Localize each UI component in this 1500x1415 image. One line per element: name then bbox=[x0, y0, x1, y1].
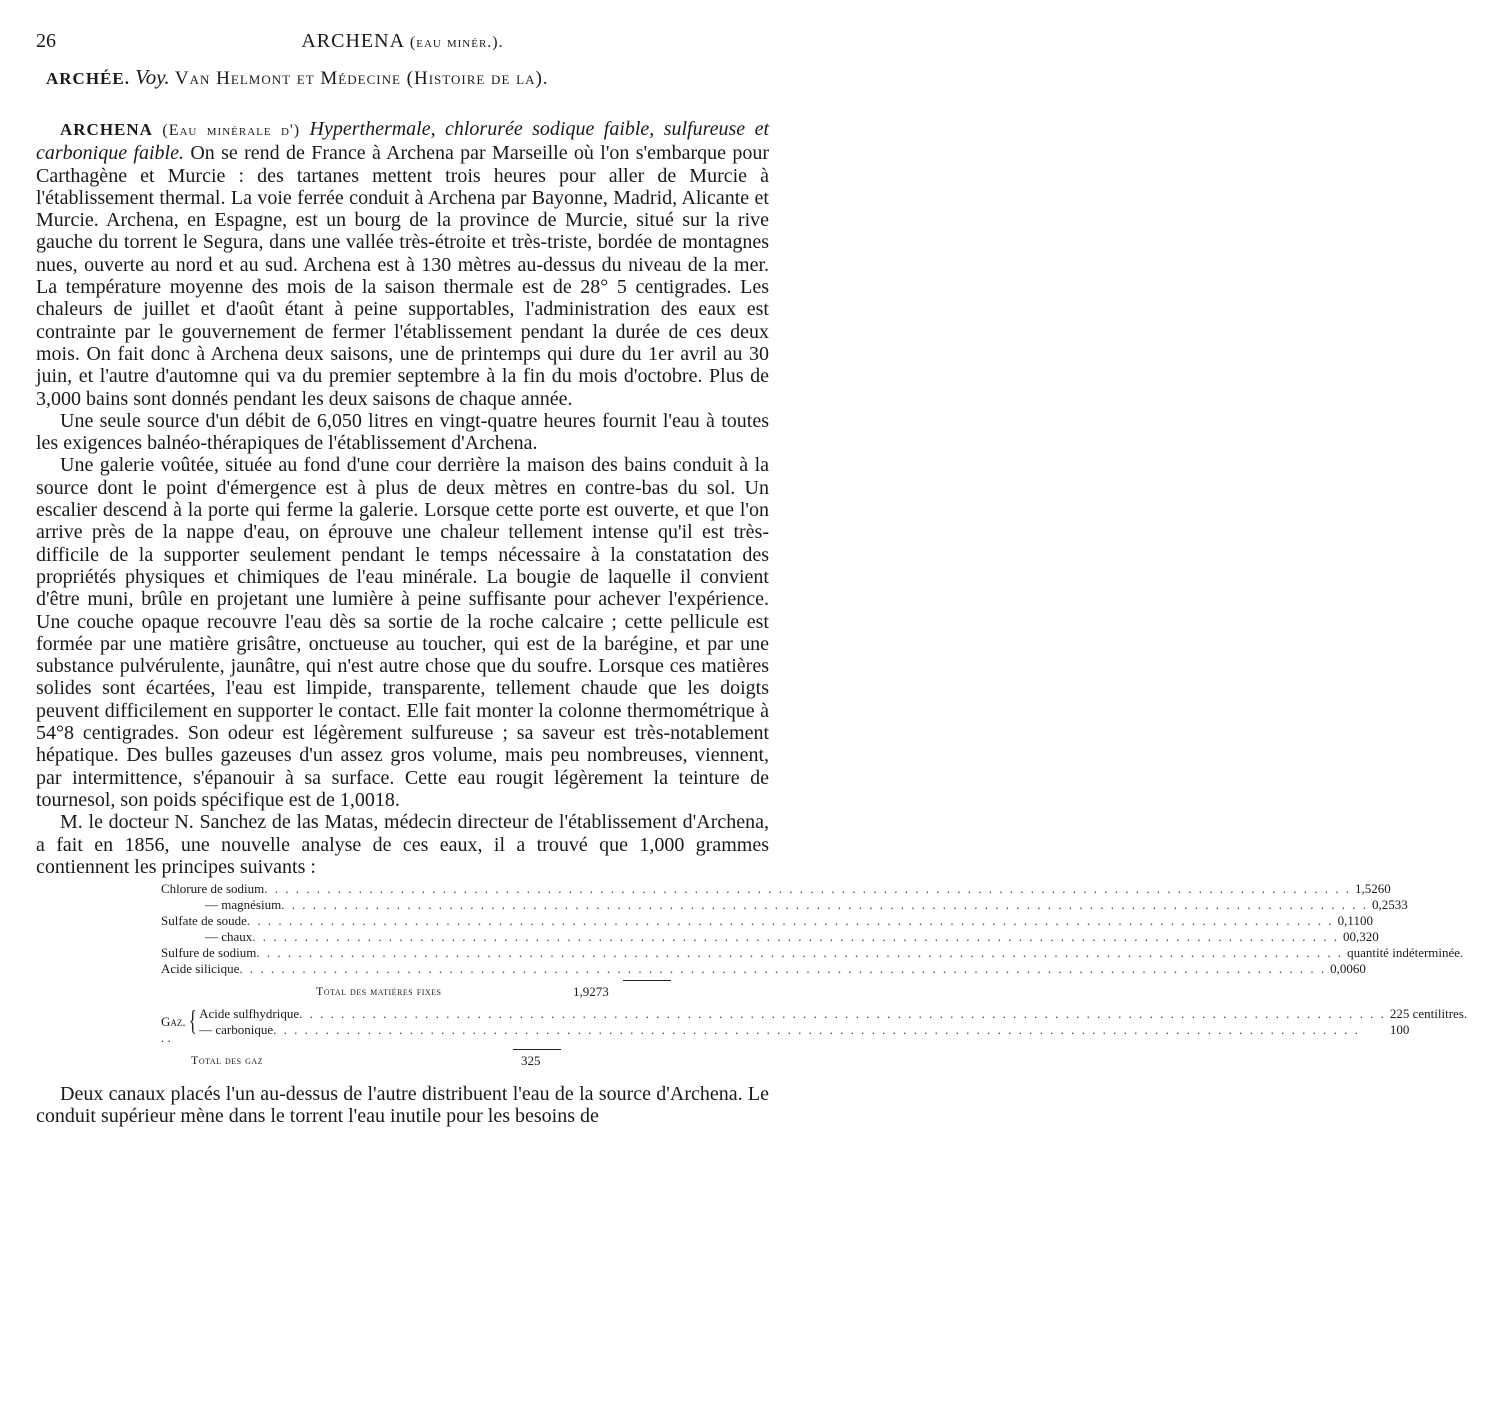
closing-paragraph: Deux canaux placés l'un au-dessus de l'autre distribuent l'eau de la source d'Archena. Le conduit supérieur mène dans le torrent l'eau inutile pour les besoins de bbox=[36, 1083, 769, 1128]
sum-rule bbox=[513, 1049, 561, 1050]
archee-entry bbox=[36, 62, 769, 94]
gas-group bbox=[161, 1006, 1468, 1046]
running-title-main: ARCHENA bbox=[301, 30, 404, 52]
gas-label: Gaz. . . bbox=[161, 1014, 186, 1046]
analysis-row-name: Chlorure de sodium bbox=[161, 881, 265, 897]
analysis-row-value: 0,1100 bbox=[1337, 913, 1373, 929]
entry-paragraph-2: Une seule source d'un débit de 6,050 litres en vingt-quatre heures fournit l'eau à toutes les exigences balnéo-thérapiques de l'établissement d'Archena. bbox=[36, 409, 769, 455]
analysis-row-name: — chaux bbox=[205, 929, 253, 945]
running-title bbox=[36, 30, 769, 53]
entry-headword: ARCHENA bbox=[60, 120, 153, 139]
brace-glyph: { bbox=[188, 1006, 197, 1038]
entry-paragraph-3: Une galerie voûtée, située au fond d'une cour derrière la maison des bains conduit à la source dont le point d'émergence est à plus de deux mètres en contre-bas du sol. Un escalier descend à la porte qui ferme la galerie. Lorsque cette porte est ouverte, et que l'on arrive près de la nappe d'eau, on éprouve une chaleur tellement intense qu'il est très-difficile de la supporter seulement pendant le temps nécessaire à la constatation des propriétés physiques et chimiques de l'eau minérale. La bougie de laquelle il convient d'être muni, brûle en projetant une lumière à peine suffisante pour achever l'expérience. Une couche opaque recouvre l'eau dès sa sortie de la roche calcaire ; cette pellicule est formée par une matière grisâtre, onctueuse au toucher, qui est de la barégine, et par une substance pulvérulente, jaunâtre, qui n'est autre chose que du soufre. Lorsque ces matières solides sont écartées, l'eau est limpide, transparente, tellement chaude que les doigts peuvent difficilement en supporter le contact. Elle fait monter la colonne thermométrique à 54°8 centigrades. Son odeur est légèrement sulfureuse ; sa saveur est très-notablement hépatique. Des bulles gazeuses d'un assez gros volume, mais peu nombreuses, viennent, par intermittence, s'épanouir à sa surface. Cette eau rougit légèrement la teinture de tournesol, son poids spécifique est de 1,0018. bbox=[36, 454, 769, 811]
analysis-row bbox=[161, 961, 1366, 977]
gas-row-name: Acide sulfhydrique bbox=[199, 1006, 300, 1022]
page-number: 26 bbox=[36, 30, 56, 52]
total-fixed-value: 1,9273 bbox=[573, 984, 609, 1000]
total-fixed-row bbox=[161, 983, 661, 1000]
running-title-sub: (eau minér.). bbox=[409, 34, 504, 51]
total-gas-value: 325 bbox=[521, 1053, 541, 1069]
page bbox=[36, 22, 1468, 1128]
total-gas-label: Total des gaz bbox=[191, 1053, 264, 1068]
analysis-row-value: 00,320 bbox=[1343, 929, 1379, 945]
archee-reference: Van Helmont et Médecine (Histoire de la). bbox=[174, 68, 549, 89]
analysis-row bbox=[161, 881, 1391, 897]
entry-description: Hyperthermale, chlorurée sodique faible, sulfureuse et carbonique faible. bbox=[36, 118, 770, 165]
analysis-row-value: quantité indéterminée. bbox=[1347, 945, 1464, 961]
archee-voy: Voy. bbox=[135, 65, 170, 89]
analysis-row-value: 0,0060 bbox=[1330, 961, 1366, 977]
analysis-row bbox=[161, 897, 1408, 913]
total-fixed-label: Total des matières fixes bbox=[316, 984, 442, 999]
sum-rule bbox=[623, 980, 671, 981]
analysis-row-value: 1,5260 bbox=[1355, 881, 1391, 897]
entry-paragraph-1 bbox=[36, 118, 769, 410]
entry-paren: (Eau minérale d') bbox=[162, 122, 301, 139]
analysis-row bbox=[161, 945, 1464, 961]
analysis-row-value: 0,2533 bbox=[1371, 897, 1408, 913]
analysis-row bbox=[161, 913, 1373, 929]
analysis-row bbox=[161, 929, 1379, 945]
gas-row-value: 225 centilitres. bbox=[1389, 1006, 1468, 1022]
analysis-row-name: Acide silicique bbox=[161, 961, 240, 977]
analysis-row-name: Sulfate de soude bbox=[161, 913, 247, 929]
entry-paragraph-1-text: On se rend de France à Archena par Marseille où l'on s'embarque pour Carthagène et Murcie : des tartanes mettent trois heures pour aller de Murcie à l'établissement thermal. La voie ferrée conduit à Archena par Bayonne, Madrid, Alicante et Murcie. Archena, en Espagne, est un bourg de la province de Murcie, situé sur la rive gauche du torrent le Segura, dans une vallée très-étroite et très-triste, bordée de montagnes nues, ouverte au nord et au sud. Archena est à 130 mètres au-dessus du niveau de la mer. La température moyenne des mois de la saison thermale est de 28° 5 centigrades. Les chaleurs de juillet et d'août étant à peine supportables, l'administration des eaux est contrainte par le gouvernement de fermer l'établissement pendant la durée de ces deux mois. On fait donc à Archena deux saisons, une de printemps qui dure du 1er avril au 30 juin, et l'autre d'automne qui va du premier septembre à la fin du mois d'octobre. Plus de 3,000 bains sont donnés pendant les deux saisons de chaque année. bbox=[36, 142, 769, 410]
entry-paragraph-4: M. le docteur N. Sanchez de las Matas, médecin directeur de l'établissement d'Archena, a fait en 1856, une nouvelle analyse de ces eaux, il a trouvé que 1,000 grammes contiennent les principes suivants : bbox=[36, 811, 769, 878]
analysis-row-name: Sulfure de sodium bbox=[161, 945, 257, 961]
gas-row bbox=[199, 1006, 1500, 1022]
total-gas-row bbox=[161, 1052, 581, 1069]
gas-row-value: 100 bbox=[1389, 1022, 1410, 1038]
archee-headword: ARCHÉE. bbox=[46, 69, 130, 88]
gas-rows bbox=[199, 1006, 1500, 1046]
analysis-row-name: — magnésium bbox=[205, 897, 282, 913]
running-header bbox=[36, 22, 769, 52]
gas-row-name: — carbonique bbox=[199, 1022, 274, 1038]
analysis-table bbox=[161, 881, 1468, 1069]
gas-row bbox=[199, 1022, 1500, 1038]
